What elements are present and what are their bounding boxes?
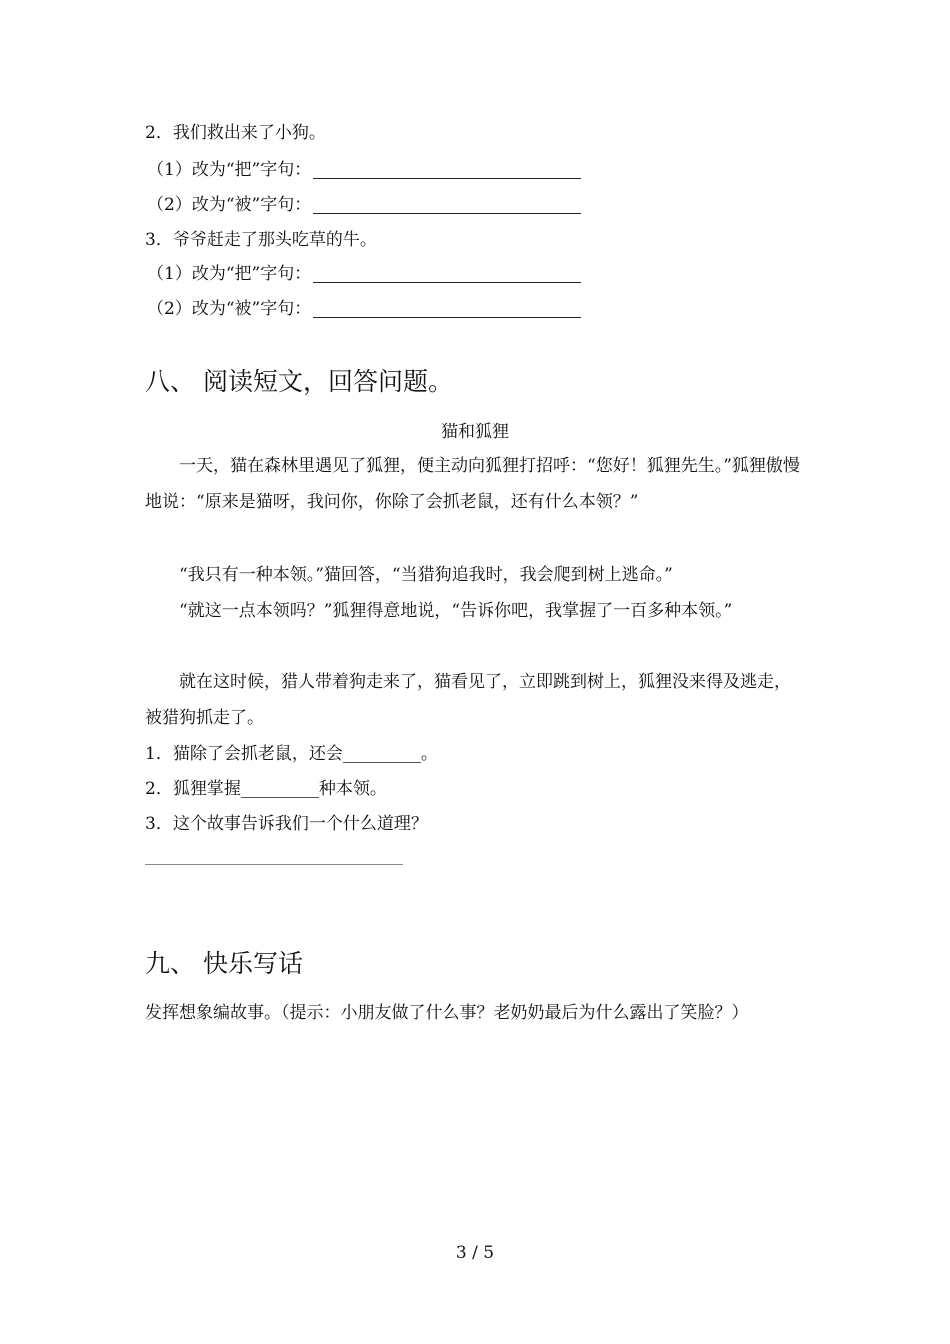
page-number: 3 / 5: [455, 1243, 495, 1263]
question-3-sub-2-label: （2）改为“被”字句：: [147, 299, 312, 319]
story-title: 猫和狐狸: [441, 422, 509, 442]
question-2-sub-1-label: （1）改为“把”字句：: [147, 160, 312, 180]
answer-blank[interactable]: [313, 264, 581, 283]
story-paragraph-3: “就这一点本领吗？”狐狸得意地说，“告诉你吧，我掌握了一百多种本领。”: [179, 601, 733, 621]
reading-question-2-prefix: 2．狐狸掌握: [145, 779, 241, 799]
answer-line[interactable]: [145, 864, 403, 865]
answer-blank[interactable]: [313, 299, 581, 318]
answer-blank[interactable]: [313, 195, 581, 214]
question-2-sub-2: [147, 193, 581, 217]
reading-question-2: [145, 777, 387, 801]
question-3-title: 3．爷爷赶走了那头吃草的牛。: [145, 230, 377, 250]
story-paragraph-1: 一天，猫在森林里遇见了狐狸，便主动向狐狸打招呼：“您好！狐狸先生。”狐狸傲慢地说：“原来是猫呀，我问你，你除了会抓老鼠，还有什么本领？”: [145, 456, 800, 512]
question-3-sub-1-label: （1）改为“把”字句：: [147, 264, 312, 284]
answer-blank[interactable]: [313, 160, 581, 179]
question-2-sub-2-label: （2）改为“被”字句：: [147, 195, 312, 215]
question-2-sub-1: [147, 158, 581, 182]
answer-blank[interactable]: [343, 744, 421, 763]
reading-question-1-suffix: 。: [420, 744, 438, 764]
story-paragraph-4: 就在这时候，猎人带着狗走来了，猫看见了，立即跳到树上，狐狸没来得及逃走，被猎狗抓走了。: [145, 672, 791, 728]
reading-question-1-prefix: 1．猫除了会抓老鼠，还会: [145, 744, 343, 764]
reading-question-1: [145, 742, 438, 766]
reading-question-2-suffix: 种本领。: [318, 779, 387, 799]
section-9-heading: 九、 快乐写话: [145, 949, 303, 978]
question-3-sub-2: [147, 297, 581, 321]
question-3-sub-1: [147, 262, 581, 286]
writing-prompt: 发挥想象编故事。（提示：小朋友做了什么事？老奶奶最后为什么露出了笑脸？）: [145, 1003, 749, 1023]
answer-blank[interactable]: [241, 779, 319, 798]
section-8-heading: 八、 阅读短文，回答问题。: [145, 367, 453, 396]
question-2-title: 2．我们救出来了小狗。: [145, 123, 326, 143]
story-paragraph-2: “我只有一种本领。”猫回答，“当猎狗追我时，我会爬到树上逃命。”: [179, 565, 673, 585]
reading-question-3: 3．这个故事告诉我们一个什么道理？: [145, 814, 428, 834]
